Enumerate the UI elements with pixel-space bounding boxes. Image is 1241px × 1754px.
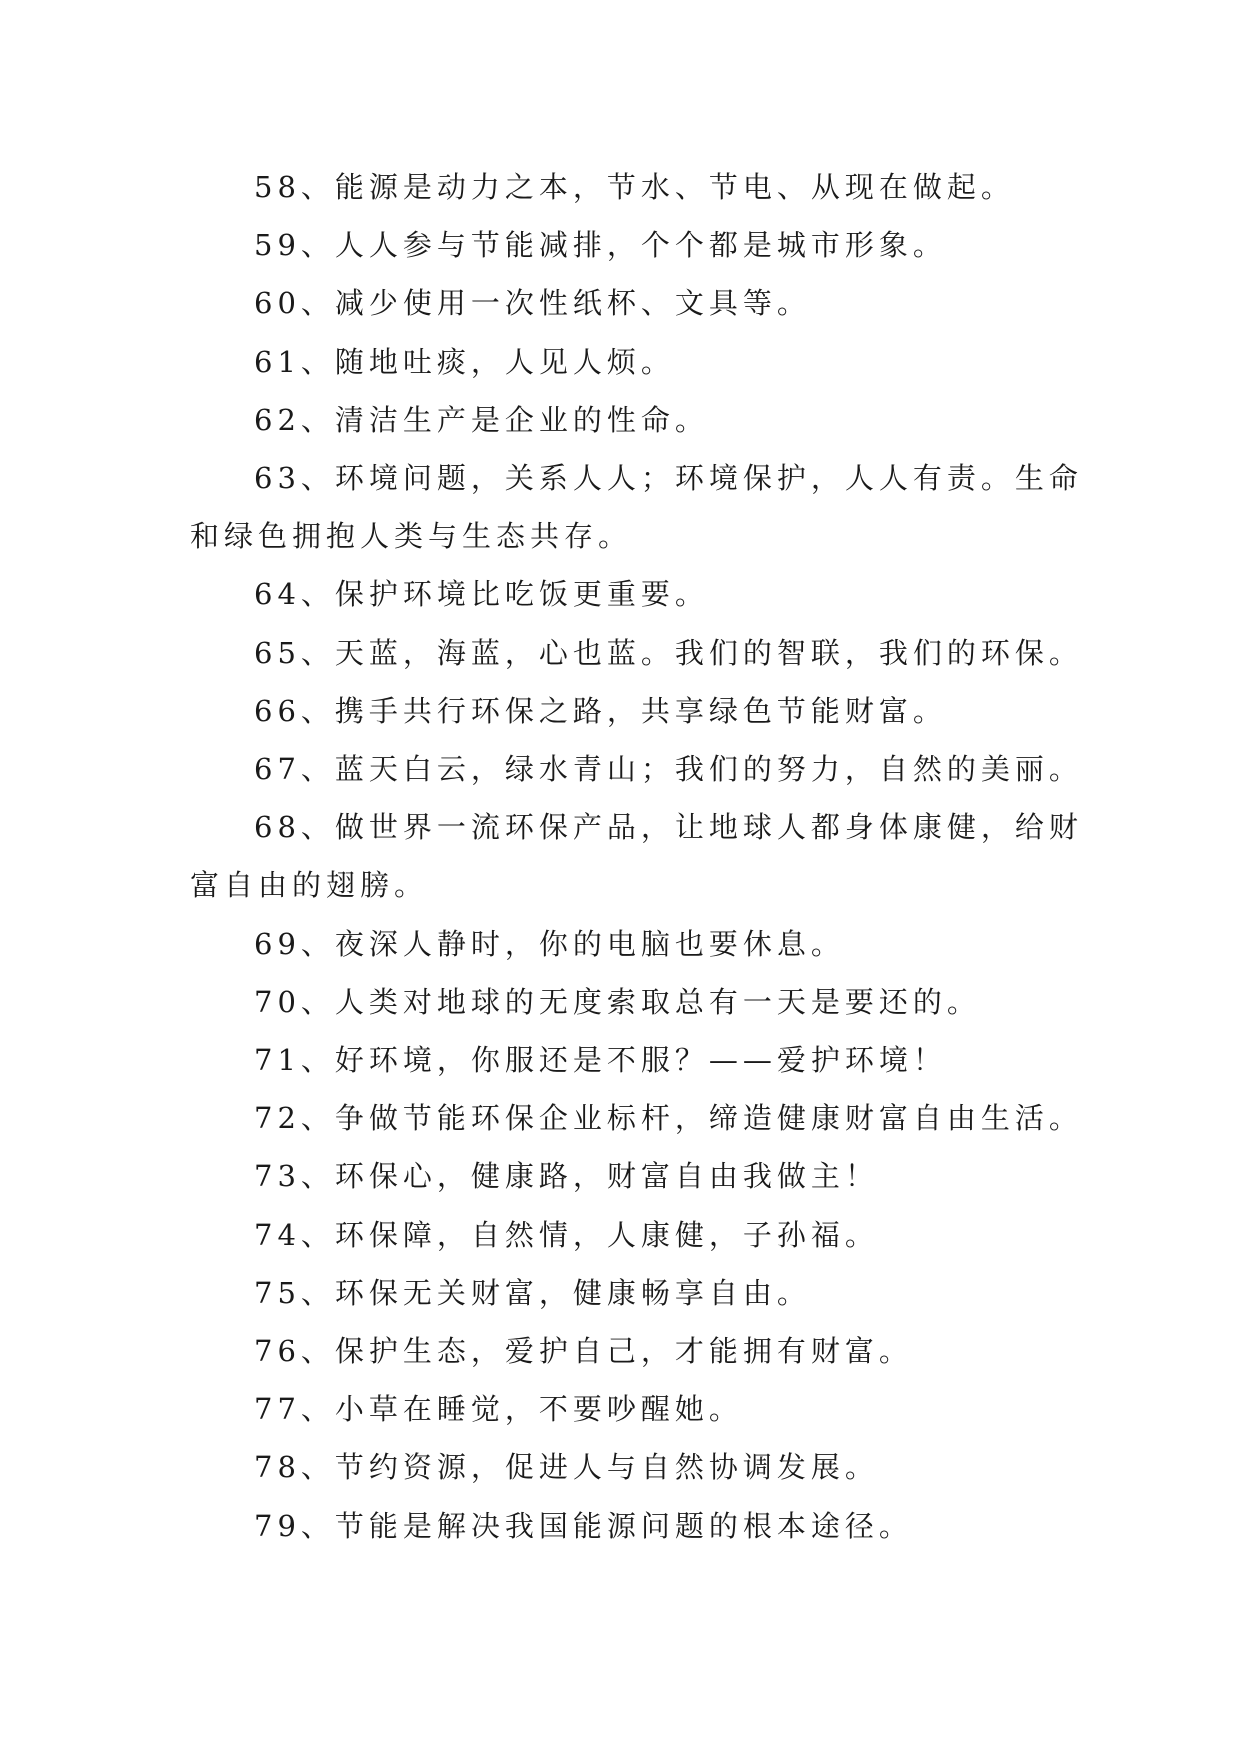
list-item: 77、小草在睡觉，不要吵醒她。 <box>254 1392 743 1427</box>
list-item: 70、人类对地球的无度索取总有一天是要还的。 <box>254 984 981 1019</box>
list-item: 69、夜深人静时，你的电脑也要休息。 <box>254 926 845 961</box>
list-item: 59、人人参与节能减排，个个都是城市形象。 <box>254 228 947 263</box>
list-item: 62、清洁生产是企业的性命。 <box>254 402 709 437</box>
list-item: 66、携手共行环保之路，共享绿色节能财富。 <box>254 693 947 728</box>
list-item: 76、保护生态，爱护自己，才能拥有财富。 <box>254 1334 913 1369</box>
list-item: 61、随地吐痰，人见人烦。 <box>254 344 675 379</box>
list-item: 73、环保心，健康路，财富自由我做主！ <box>254 1159 879 1194</box>
list-item: 63、环境问题，关系人人；环境保护，人人有责。生命和绿色拥抱人类与生态共存。 <box>190 461 1083 554</box>
list-item: 65、天蓝，海蓝，心也蓝。我们的智联，我们的环保。 <box>254 635 1083 670</box>
list-item: 74、环保障，自然情，人康健，子孙福。 <box>254 1217 879 1252</box>
list-item: 68、做世界一流环保产品，让地球人都身体康健，给财富自由的翅膀。 <box>190 810 1083 903</box>
list-item: 75、环保无关财富，健康畅享自由。 <box>254 1275 811 1310</box>
list-item: 67、蓝天白云，绿水青山；我们的努力，自然的美丽。 <box>254 752 1083 787</box>
list-item: 72、争做节能环保企业标杆，缔造健康财富自由生活。 <box>254 1101 1083 1136</box>
list-item: 64、保护环境比吃饭更重要。 <box>254 577 709 612</box>
list-item: 78、节约资源，促进人与自然协调发展。 <box>254 1450 879 1485</box>
list-item: 60、减少使用一次性纸杯、文具等。 <box>254 286 811 321</box>
slogan-list <box>190 158 1090 1555</box>
list-item: 58、能源是动力之本，节水、节电、从现在做起。 <box>254 170 1015 204</box>
list-item: 71、好环境，你服还是不服？——爱护环境！ <box>254 1043 947 1078</box>
list-item: 79、节能是解决我国能源问题的根本途径。 <box>254 1508 913 1543</box>
